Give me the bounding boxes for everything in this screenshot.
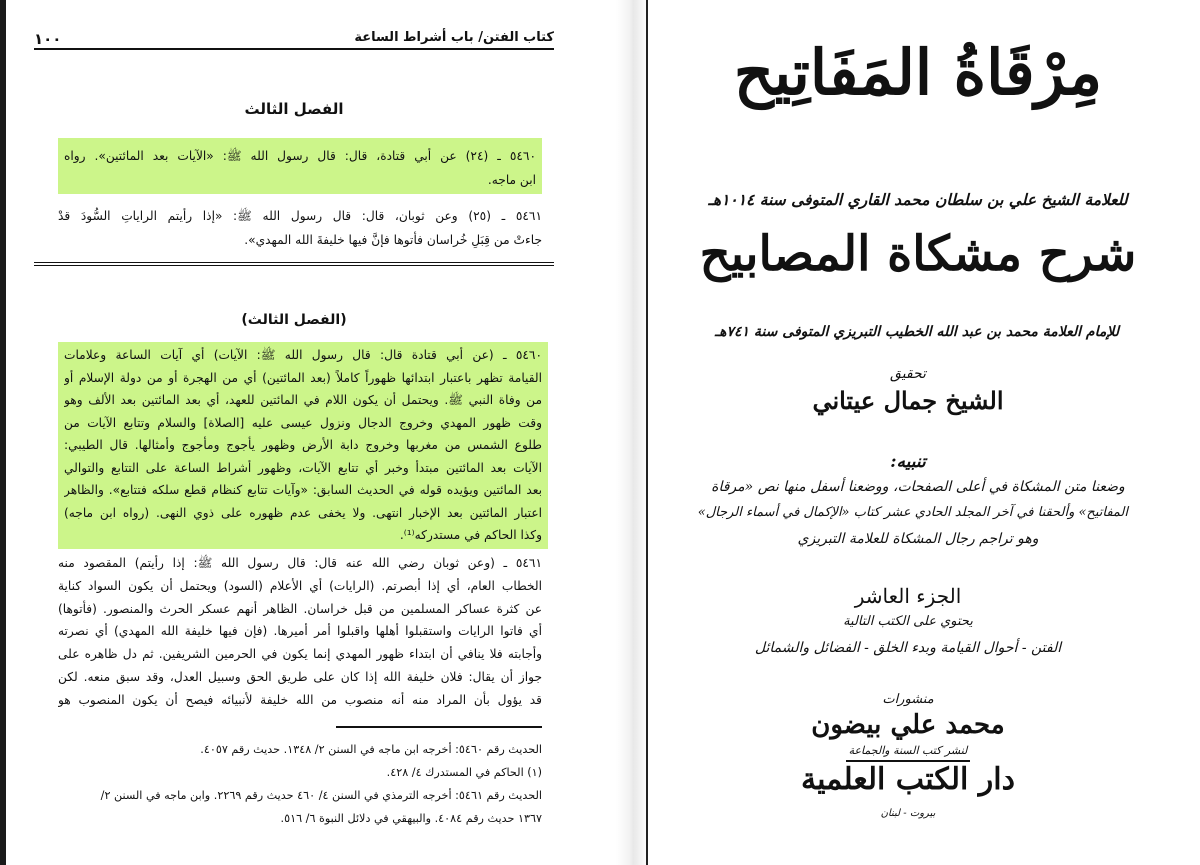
- section-divider: [34, 262, 554, 266]
- footnote-line: الحديث رقم ٥٤٦١: أخرجه الترمذي في السنن ٤/ ٤٦٠ حديث رقم ٢٢٦٩. وابن ماجه في السنن ٢/: [100, 789, 542, 802]
- commentary-5461: [58, 552, 542, 712]
- commentary-line: القيامة تظهر باعتبار ابتدائها ظهوراً كاملاً (بعد المائتين) أي من الهجرة أو من دولة الإسلام أو: [64, 370, 542, 385]
- commentary-line: من وفاة النبي ﷺ. ويحتمل أن يكون اللام في المائتين للعهد، أي بعد المائتين بعد الألف وهو: [64, 393, 542, 407]
- books-list: الفتن - أحوال القيامة وبدء الخلق - الفضائل والشمائل: [754, 640, 1062, 656]
- publisher-name: محمد علي بيضون: [811, 710, 1005, 740]
- commentary-line: وكذا الحاكم في مستدركه⁽¹⁾.: [399, 528, 542, 542]
- footnote-line: ١٣٦٧ حديث رقم ٤٠٨٤. والبيهقي في دلائل النبوة ٦/ ٥١٦.: [280, 812, 542, 825]
- footnotes: [58, 738, 542, 830]
- footnote-line: (١) الحاكم في المستدرك ٤/ ٤٢٨.: [386, 766, 542, 779]
- editor-label: تحقيق: [890, 366, 926, 382]
- right-page-title: [648, 0, 1200, 865]
- footnote-rule: [336, 726, 542, 728]
- commentary-line: وقت ظهور المهدي وخروج الدجال ونزول عيسى عليه [الصلاة] والسلام وتتابع الآيات من: [64, 415, 542, 430]
- section-heading-matn: الفصل الثالث: [244, 100, 344, 118]
- commentary-line: عن كثرة عساكر المسلمين من قبل خراسان. الظاهر أنهم عسكر الحرث والمنصور. (فأتوها): [58, 601, 542, 616]
- commentary-5460-highlight: [58, 342, 548, 549]
- commentary-line: اعتبار المائتين بعد الإخبار انتهى. ولا يخفى عدم ظهوره على ذوي النهى. (رواه ابن ماجه): [64, 505, 542, 520]
- book-spine: [616, 0, 648, 865]
- commentary-line: وأجابته فلا ينافي أن ابتداء ظهور المهدي إنما يكون في الحرمين الشريفين. ثم دل ظاهره على: [58, 647, 542, 662]
- commentary-line: الخطاب العام، أي إذا أبصرتم. (الرايات) أي الأعلام (السود) ويحتمل أن يكون السواد كناية: [58, 578, 542, 593]
- author-line: للعلامة الشيخ علي بن سلطان محمد القاري المتوفى سنة ١٠١٤هـ: [708, 190, 1128, 209]
- notice-line: وهو تراجم رجال المشكاة للعلامة التبريزي: [797, 531, 1039, 547]
- volume-label: الجزء العاشر: [854, 584, 962, 608]
- page-number: ١٠٠: [34, 30, 62, 48]
- running-title: كتاب الفتن/ باب أشراط الساعة: [354, 30, 554, 45]
- commentary-line: طلوع الشمس من مغربها وخروج دابة الأرض وظهور يأجوج ومأجوج وأمثالها. قال الطيبي:: [64, 438, 542, 452]
- city-label: بيروت - لبنان: [880, 808, 936, 819]
- header-rule: [34, 48, 554, 50]
- notice-text: [697, 474, 1128, 552]
- hadith-5461-line: جاءتْ من قِبَلِ خُراسان فأتوها فإنَّ فيها خليفةَ الله المهدي».: [244, 233, 542, 247]
- hadith-5460-line: ابن ماجه.: [487, 173, 536, 187]
- contains-label: يحتوي على الكتب التالية: [843, 614, 973, 629]
- commentary-line: بعد المائتين ويؤيده قوله في الحديث السابق: «وآيات تتابع كنظام قطع سلكه فتتابع». والظاهر: [64, 483, 542, 497]
- commentary-line: ٥٤٦٠ ـ (عن أبي قتادة قال: قال رسول الله ﷺ: الآيات) أي آيات الساعة وعلامات: [64, 348, 542, 362]
- editor-name: الشيخ جمال عيتاني: [812, 386, 1004, 415]
- commentary-line: قد يؤول بأن المراد منه أنه منصوب من الله خليفة لأنبيائه فيصح أن يكون المنصوب هو: [58, 692, 542, 707]
- publisher-label: منشورات: [882, 692, 934, 707]
- hadith-5461: [58, 204, 542, 252]
- hadith-5460-highlight: [58, 138, 542, 194]
- notice-line: المفاتيح» وألحقنا في آخر المجلد الحادي عشر كتاب «الإكمال في أسماء الرجال»: [697, 505, 1128, 520]
- main-title: مِرْقَاةُ المَفَاتِيح: [733, 36, 1103, 109]
- commentary-line: جواز أن يقال: فلان خليفة الله إذا كان على طريق الحق وسبيل العدل، وقد سبق منعه. لكن: [58, 669, 542, 684]
- publisher-subtitle: لنشر كتب السنة والجماعة: [848, 744, 968, 757]
- publisher-imprint: دار الكتب العلمية: [801, 762, 1015, 797]
- section-heading-sharh: (الفصل الثالث): [241, 312, 347, 328]
- subtitle: شرح مشكاة المصابيح: [699, 226, 1137, 282]
- commentary-line: ٥٤٦١ ـ (وعن ثوبان رضي الله عنه قال: قال رسول الله ﷺ: إذا رأيتم) المقصود منه: [58, 556, 542, 570]
- running-head: [34, 26, 554, 50]
- footnote-line: الحديث رقم ٥٤٦٠: أخرجه ابن ماجه في السنن ٢/ ١٣٤٨. حديث رقم ٤٠٥٧.: [200, 743, 542, 756]
- hadith-5460-line: ٥٤٦٠ ـ (٢٤) عن أبي قتادة، قال: قال رسول الله ﷺ: «الآيات بعد المائتين». رواه: [64, 149, 536, 163]
- commentary-line: الآيات بعد المائتين مبتدأ وخبر أي تتابع الآيات، وظهور أشراط الساعة على التتابع والتوالي: [64, 460, 542, 475]
- notice-label: تنبيه:: [890, 452, 926, 472]
- notice-line: وضعنا متن المشكاة في أعلى الصفحات، ووضعنا أسفل منها نص «مرقاة: [711, 479, 1125, 495]
- commentary-line: أي فاتوا الرايات واستقبلوا أهلها واقبلوا أمر أميرها. (فإن فيها خليفة الله المهدي) أي نصرته: [58, 624, 542, 639]
- second-author-line: للإمام العلامة محمد بن عبد الله الخطيب التبريزي المتوفى سنة ٧٤١هـ: [715, 324, 1119, 340]
- hadith-5461-line: ٥٤٦١ ـ (٢٥) وعن ثوبان، قال: قال رسول الله ﷺ: «إذا رأيتم الراياتِ السُّودَ قدْ: [58, 209, 542, 223]
